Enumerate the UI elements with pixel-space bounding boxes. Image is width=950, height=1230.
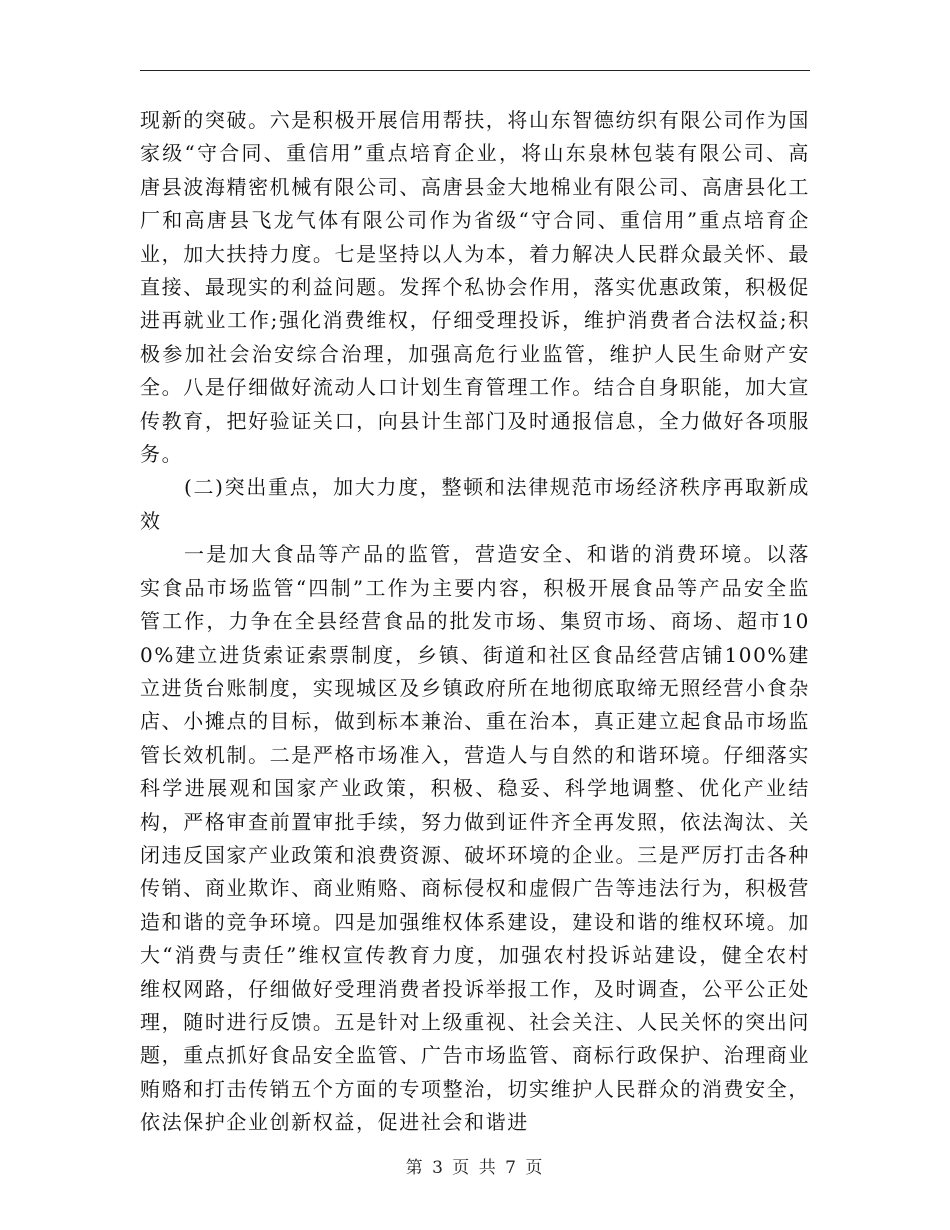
- body-paragraph-continuation: 现新的突破。六是积极开展信用帮扶，将山东智德纺织有限公司作为国家级“守合同、重信用”重点培育企业，将山东泉林包装有限公司、高唐县波海精密机械有限公司、高唐县金大地棉业有限公司、高唐县化工厂和高唐县飞龙气体有限公司作为省级“守合同、重信用”重点培育企业，加大扶持力度。七是坚持以人为本，着力解决人民群众最关怀、最直接、最现实的利益问题。发挥个私协会作用，落实优惠政策，积极促进再就业工作;强化消费维权，仔细受理投诉，维护消费者合法权益;积极参加社会治安综合治理，加强高危行业监管，维护人民生命财产安全。八是仔细做好流动人口计划生育管理工作。结合自身职能，加大宣传教育，把好验证关口，向县计生部门及时通报信息，全力做好各项服务。: [140, 108, 810, 467]
- page-number: 第 3 页 共 7 页: [405, 1158, 545, 1178]
- section-heading: (二)突出重点，加大力度，整顿和法律规范市场经济秩序再取新成效: [140, 475, 810, 533]
- header-rule: [140, 70, 810, 71]
- body-paragraph: 一是加大食品等产品的监管，营造安全、和谐的消费环境。以落实食品市场监管“四制”工作为主要内容，积极开展食品等产品安全监管工作，力争在全县经营食品的批发市场、集贸市场、商场、超市100%建立进货索证索票制度，乡镇、街道和社区食品经营店铺100%建立进货台账制度，实现城区及乡镇政府所在地彻底取缔无照经营小食杂店、小摊点的目标，做到标本兼治、重在治本，真正建立起食品市场监管长效机制。二是严格市场准入，营造人与自然的和谐环境。仔细落实科学进展观和国家产业政策，积极、稳妥、科学地调整、优化产业结构，严格审查前置审批手续，努力做到证件齐全再发照，依法淘汰、关闭违反国家产业政策和浪费资源、破坏环境的企业。三是严厉打击各种传销、商业欺诈、商业贿赂、商标侵权和虚假广告等违法行为，积极营造和谐的竞争环境。四是加强维权体系建设，建设和谐的维权环境。加大“消费与责任”维权宣传教育力度，加强农村投诉站建设，健全农村维权网路，仔细做好受理消费者投诉举报工作，及时调查，公平公正处理，随时进行反馈。五是针对上级重视、社会关注、人民关怀的突出问题，重点抓好食品安全监管、广告市场监管、商标行政保护、治理商业贿赂和打击传销五个方面的专项整治，切实维护人民群众的消费安全，依法保护企业创新权益，促进社会和谐进: [140, 542, 810, 1135]
- document-body: [140, 104, 810, 1140]
